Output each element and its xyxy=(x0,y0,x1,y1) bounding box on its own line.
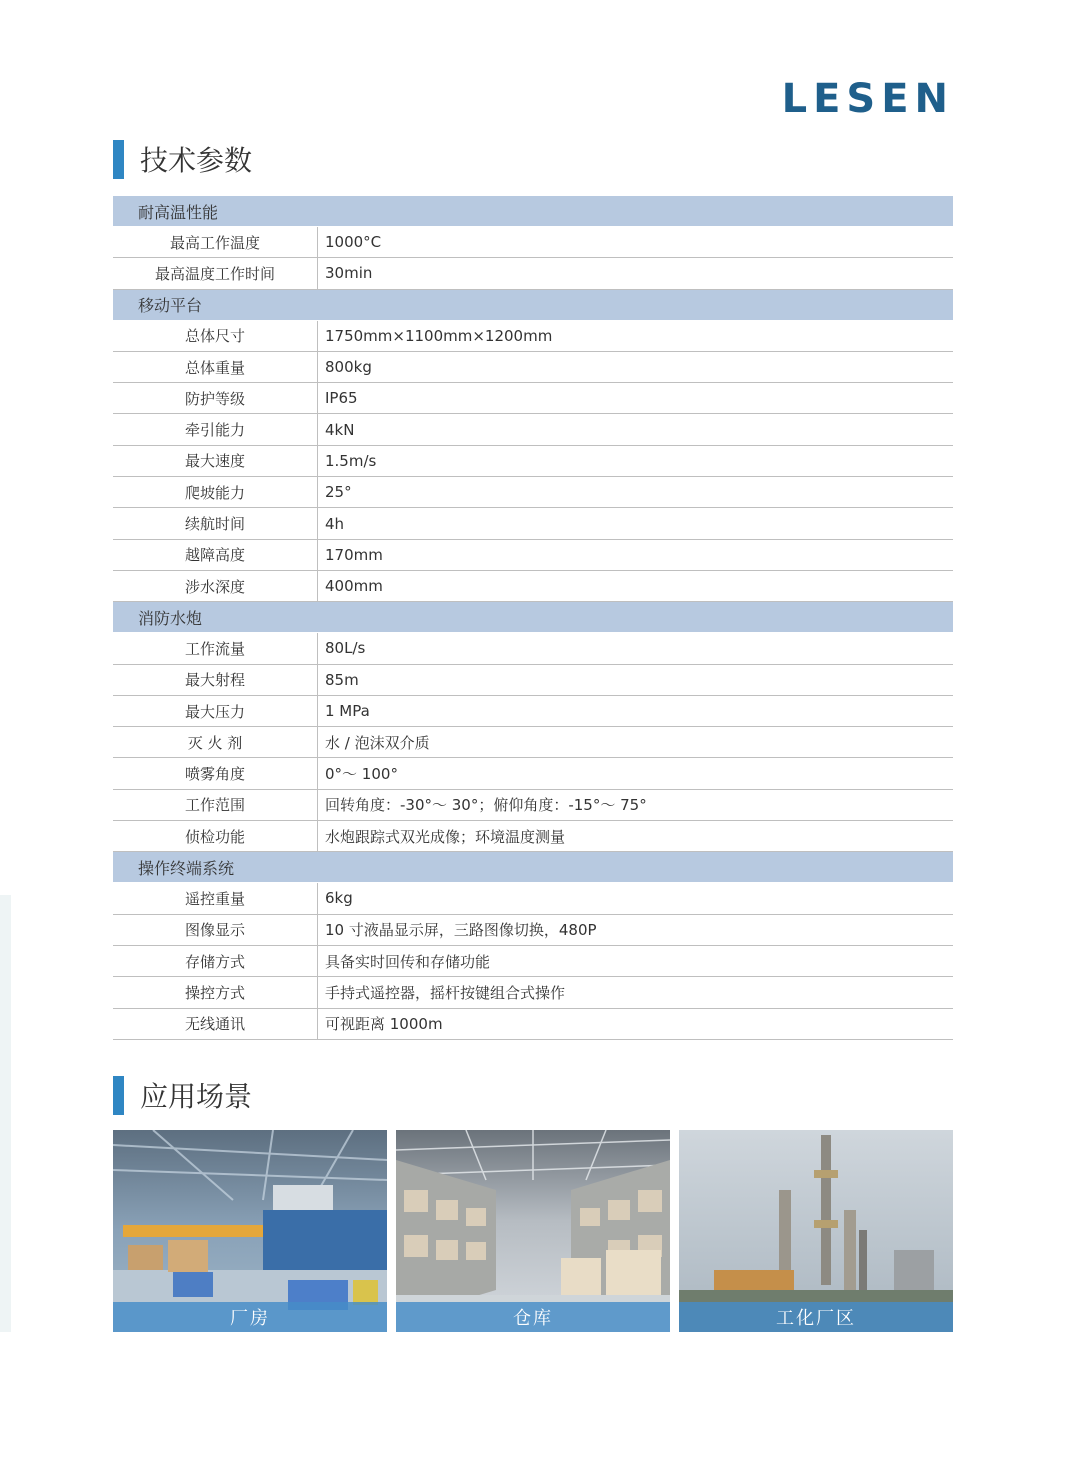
spec-row xyxy=(113,727,953,758)
scene-warehouse xyxy=(396,1130,670,1332)
spec-label: 最高温度工作时间 xyxy=(113,258,318,288)
spec-row xyxy=(113,977,953,1008)
spec-value: 1.5m/s xyxy=(325,451,377,470)
section-bar xyxy=(113,1076,124,1115)
spec-row xyxy=(113,477,953,508)
side-stripe xyxy=(0,895,11,1332)
scene-caption: 仓库 xyxy=(396,1302,670,1332)
spec-value: 1 MPa xyxy=(325,702,370,720)
spec-label: 续航时间 xyxy=(113,508,318,538)
section-bar xyxy=(113,140,124,179)
spec-group-header: 移动平台 xyxy=(113,290,953,321)
spec-row xyxy=(113,540,953,571)
spec-value: 水 / 泡沫双介质 xyxy=(325,733,430,752)
spec-row xyxy=(113,883,953,914)
spec-row xyxy=(113,1009,953,1040)
spec-label: 无线通讯 xyxy=(113,1009,318,1039)
spec-row xyxy=(113,665,953,696)
spec-row xyxy=(113,633,953,664)
spec-value: 4kN xyxy=(325,420,355,439)
spec-label: 喷雾角度 xyxy=(113,758,318,788)
spec-row xyxy=(113,383,953,414)
scene-gallery xyxy=(113,1130,953,1332)
spec-value: 4h xyxy=(325,514,345,533)
spec-label: 最大压力 xyxy=(113,696,318,726)
spec-value: 10 寸液晶显示屏，三路图像切换，480P xyxy=(325,921,597,940)
spec-row xyxy=(113,571,953,602)
spec-label: 图像显示 xyxy=(113,915,318,945)
spec-table xyxy=(113,196,953,1040)
spec-row xyxy=(113,227,953,258)
spec-value: 25° xyxy=(325,483,352,502)
spec-label: 存储方式 xyxy=(113,946,318,976)
spec-value: 具备实时回传和存储功能 xyxy=(325,952,491,971)
spec-label: 最大速度 xyxy=(113,446,318,476)
spec-value: 0°～ 100° xyxy=(325,765,398,784)
spec-label: 最大射程 xyxy=(113,665,318,695)
spec-label: 牵引能力 xyxy=(113,414,318,444)
spec-row xyxy=(113,821,953,852)
spec-label: 最高工作温度 xyxy=(113,227,318,257)
spec-row xyxy=(113,696,953,727)
spec-group-header: 消防水炮 xyxy=(113,602,953,633)
spec-row xyxy=(113,946,953,977)
scene-caption: 厂房 xyxy=(113,1302,387,1332)
spec-row xyxy=(113,321,953,352)
spec-label: 涉水深度 xyxy=(113,571,318,601)
spec-label: 遥控重量 xyxy=(113,883,318,913)
spec-value: 30min xyxy=(325,264,373,283)
spec-value: 可视距离 1000m xyxy=(325,1015,443,1034)
spec-label: 工作范围 xyxy=(113,790,318,820)
scene-chemical-plant xyxy=(679,1130,953,1332)
spec-value: 85m xyxy=(325,670,359,689)
spec-row xyxy=(113,414,953,445)
spec-label: 总体重量 xyxy=(113,352,318,382)
spec-value: 6kg xyxy=(325,889,353,908)
spec-value: 80L/s xyxy=(325,639,366,658)
spec-group-header: 操作终端系统 xyxy=(113,852,953,883)
scene-caption: 工化厂区 xyxy=(679,1302,953,1332)
section-title-apps-text: 应用场景 xyxy=(140,1080,253,1113)
spec-row xyxy=(113,258,953,289)
brand-logo: LESEN xyxy=(781,76,954,122)
spec-label: 灭 火 剂 xyxy=(113,727,318,757)
spec-value: 1000°C xyxy=(325,233,382,252)
spec-row xyxy=(113,352,953,383)
scene-factory xyxy=(113,1130,387,1332)
spec-row xyxy=(113,446,953,477)
spec-label: 防护等级 xyxy=(113,383,318,413)
spec-label: 爬坡能力 xyxy=(113,477,318,507)
spec-value: 400mm xyxy=(325,577,383,596)
spec-row xyxy=(113,758,953,789)
spec-value: IP65 xyxy=(325,389,358,408)
spec-value: 水炮跟踪式双光成像；环境温度测量 xyxy=(325,827,566,846)
spec-value: 手持式遥控器，摇杆按键组合式操作 xyxy=(325,983,566,1002)
spec-value: 回转角度：-30°～ 30°；俯仰角度：-15°～ 75° xyxy=(325,796,647,815)
section-title-apps xyxy=(113,1075,252,1115)
spec-row xyxy=(113,508,953,539)
spec-label: 工作流量 xyxy=(113,633,318,663)
spec-value: 1750mm×1100mm×1200mm xyxy=(325,326,553,345)
spec-label: 操控方式 xyxy=(113,977,318,1007)
spec-row xyxy=(113,915,953,946)
section-title-tech xyxy=(113,139,252,179)
spec-value: 800kg xyxy=(325,358,372,377)
spec-label: 侦检功能 xyxy=(113,821,318,851)
spec-label: 越障高度 xyxy=(113,540,318,570)
spec-group-header: 耐高温性能 xyxy=(113,196,953,227)
spec-label: 总体尺寸 xyxy=(113,321,318,351)
section-title-tech-text: 技术参数 xyxy=(140,144,253,177)
spec-value: 170mm xyxy=(325,545,383,564)
spec-row xyxy=(113,790,953,821)
